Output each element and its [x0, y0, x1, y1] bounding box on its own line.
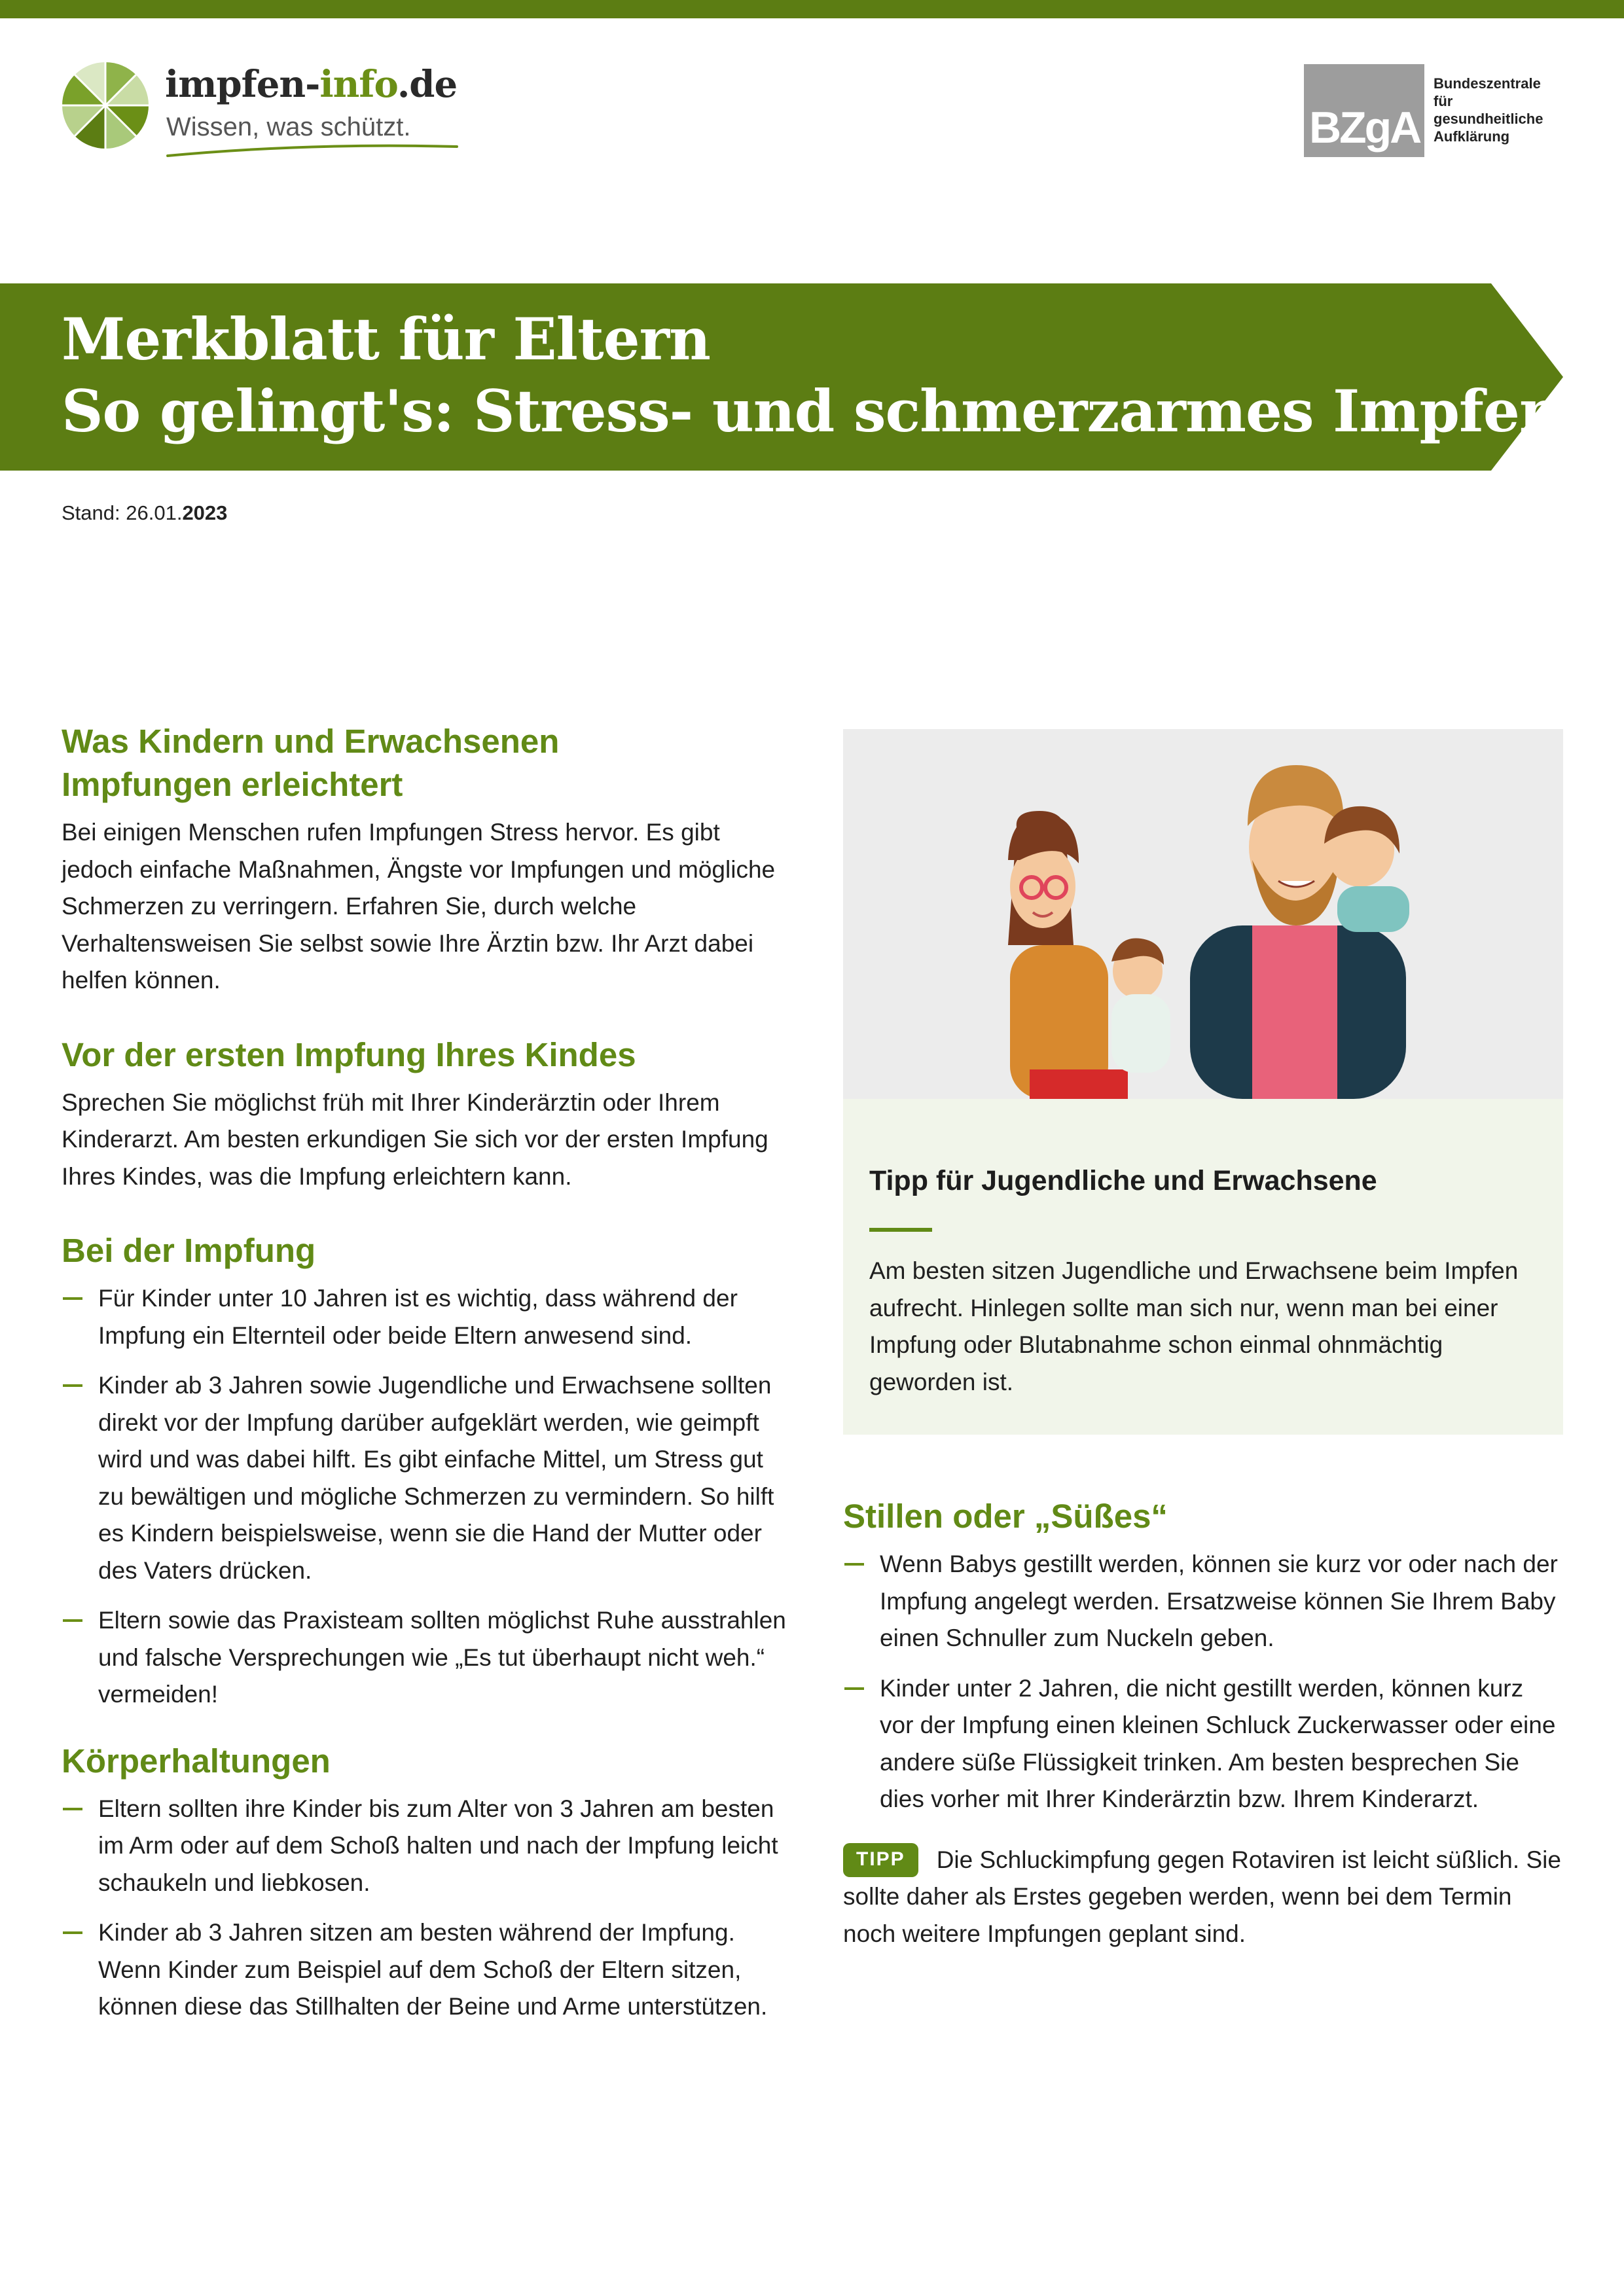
bzga-logo[interactable] — [1304, 64, 1605, 157]
section-heading: Was Kindern und Erwachsenen Impfungen erleichtert — [62, 723, 560, 803]
bullet-list — [62, 1791, 795, 2026]
swoosh-icon — [165, 140, 460, 160]
list-item: Eltern sowie das Praxisteam sollten möglichst Ruhe ausstrahlen und falsche Versprechungen wie „Es tut überhaupt nicht weh.“ vermeiden! — [62, 1602, 795, 1713]
bzga-letters: BZgA — [1309, 103, 1420, 152]
section-text: Bei einigen Menschen rufen Impfungen Stress hervor. Es gibt jedoch einfache Maßnahmen, Ängste vor Impfungen und mögliche Schmerzen zu verringern. Erfahren Sie, durch welche Verhaltensweisen Sie selbst sowie Ihre Ärztin bzw. Ihr Arzt dabei helfen können. — [62, 819, 776, 994]
title-line-2: So gelingt's: Stress- und schmerzarmes Impfen — [62, 377, 1561, 445]
title-line-1: Merkblatt für Eltern — [62, 305, 710, 373]
section-heading: Bei der Impfung — [62, 1232, 316, 1269]
list-item: Für Kinder unter 10 Jahren ist es wichtig, dass während der Impfung ein Elternteil oder beide Eltern anwesend sind. — [62, 1280, 795, 1354]
title-banner — [0, 283, 1563, 471]
family-illustration — [843, 729, 1563, 1099]
tip-box — [843, 729, 1563, 1435]
family-illustration-icon — [843, 729, 1563, 1099]
left-column — [62, 720, 795, 2060]
section-intro — [62, 720, 795, 999]
logo-claim: Wissen, was schützt. — [166, 113, 411, 141]
bzga-name: Bundeszentrale für gesundheitliche Aufklärung — [1434, 75, 1543, 145]
section-posture — [62, 1740, 795, 2026]
tip-heading: Tipp für Jugendliche und Erwachsene — [869, 1165, 1377, 1196]
section-breastfeeding-sweets — [843, 1495, 1563, 1952]
list-item: Kinder unter 2 Jahren, die nicht gestillt werden, können kurz vor der Impfung einen kleinen Schluck Zuckerwasser oder eine andere süße Flüssigkeit trinken. Am besten besprechen Sie dies vorher mit Ihrer Kinderärztin bzw. Ihrem Kinderarzt. — [843, 1670, 1563, 1818]
umbrella-logo-icon — [60, 60, 151, 151]
top-accent-bar — [0, 0, 1624, 18]
section-heading: Stillen oder „Süßes“ — [843, 1498, 1168, 1535]
bullet-list — [843, 1546, 1563, 1818]
list-item: Eltern sollten ihre Kinder bis zum Alter von 3 Jahren am besten im Arm oder auf dem Schoß halten und nach der Impfung leicht schaukeln und liebkosen. — [62, 1791, 795, 1902]
list-item: Wenn Babys gestillt werden, können sie kurz vor oder nach der Impfung angelegt werden. Ersatzweise können Sie Ihrem Baby einen Schnuller zum Nuckeln geben. — [843, 1546, 1563, 1657]
bullet-list — [62, 1280, 795, 1713]
tip-badge: TIPP — [843, 1843, 918, 1877]
impfen-info-logo[interactable] — [60, 60, 466, 158]
revision-date: Stand: 26.01.2023 — [62, 501, 228, 524]
bzga-logo-box — [1304, 64, 1424, 157]
tip-note: TIPP Die Schluckimpfung gegen Rotaviren ist leicht süßlich. Sie sollte daher als Erstes gegeben werden, wenn bei dem Termin noch weitere Impfungen geplant sind. — [843, 1842, 1563, 1953]
list-item: Kinder ab 3 Jahren sowie Jugendliche und Erwachsene sollten direkt vor der Impfung darüber aufgeklärt werden, wie geimpft wird und was dabei hilft. Es gibt einfache Mittel, um Stress gut zu bewältigen und mögliche Schmerzen zu vermindern. So hilft es Kindern beispielsweise, wenn sie die Hand der Mutter oder des Vaters drücken. — [62, 1367, 795, 1589]
tip-divider — [869, 1228, 932, 1232]
section-heading: Körperhaltungen — [62, 1742, 331, 1780]
section-text: Sprechen Sie möglichst früh mit Ihrer Kinderärztin oder Ihrem Kinderarzt. Am besten erkundigen Sie sich vor der ersten Impfung Ihres Kindes, was die Impfung erleichtern kann. — [62, 1088, 768, 1190]
section-during-vaccination — [62, 1229, 795, 1713]
section-heading: Vor der ersten Impfung Ihres Kindes — [62, 1035, 636, 1073]
logo-wordmark: impfen-info.de — [165, 63, 458, 106]
tip-text: Am besten sitzen Jugendliche und Erwachsene beim Impfen aufrecht. Hinlegen sollte man sich nur, wenn man bei einer Impfung oder Blutabnahme schon einmal ohnmächtig geworden ist. — [869, 1257, 1519, 1395]
section-before-first-vaccination — [62, 1033, 795, 1196]
page-title — [62, 303, 1561, 447]
list-item: Kinder ab 3 Jahren sitzen am besten während der Impfung. Wenn Kinder zum Beispiel auf dem Schoß der Eltern sitzen, können diese das Stillhalten der Beine und Arme unterstützen. — [62, 1914, 795, 2026]
